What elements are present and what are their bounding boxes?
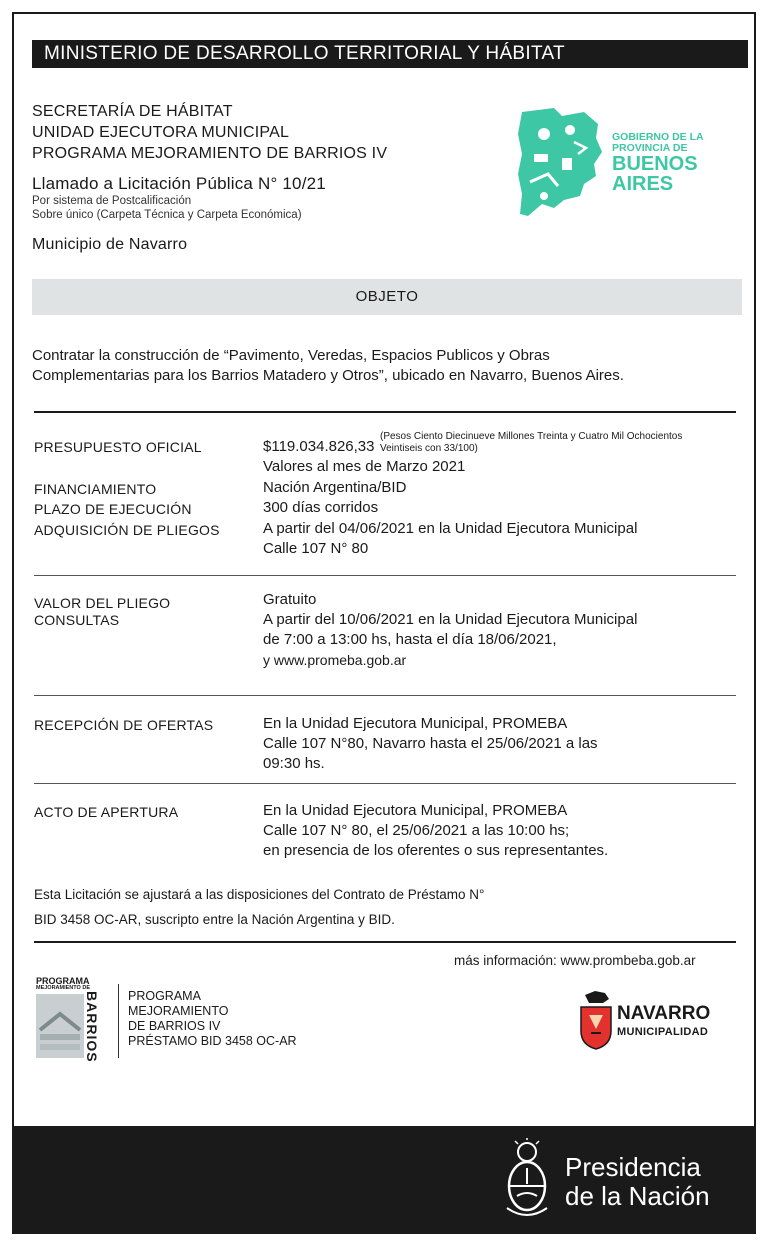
gba-line2: PROVINCIA DE	[612, 142, 688, 154]
valor-value: Gratuito	[263, 591, 317, 608]
divider-bottom	[34, 941, 736, 943]
prog-line1: PROGRAMA	[128, 989, 201, 1003]
presupuesto-words-2: Veintiseis con 33/100)	[380, 443, 478, 454]
promeba-logo-top: PROGRAMA	[36, 976, 90, 986]
apertura-label: ACTO DE APERTURA	[34, 804, 179, 820]
financiamiento-label: FINANCIAMIENTO	[34, 481, 157, 497]
objeto-text-line2: Complementarias para los Barrios Matadero y Otros”, ubicado en Navarro, Buenos Aires.	[32, 367, 624, 384]
valores-text: Valores al mes de Marzo 2021	[263, 458, 466, 475]
buenos-aires-map-icon	[514, 104, 604, 224]
adquisicion-value-2: Calle 107 N° 80	[263, 540, 369, 557]
valor-label: VALOR DEL PLIEGO	[34, 595, 171, 611]
more-info-text: más información: www.prombeba.gob.ar	[454, 953, 696, 968]
consultas-value-1: A partir del 10/06/2021 en la Unidad Ejecutora Municipal	[263, 611, 638, 628]
secretaria-line: SECRETARÍA DE HÁBITAT	[32, 103, 233, 120]
prog-line2: MEJORAMIENTO	[128, 1004, 229, 1018]
presidencia-bar	[14, 1126, 754, 1234]
objeto-text-line1: Contratar la construcción de “Pavimento, Veredas, Espacios Publicos y Obras	[32, 347, 550, 364]
presupuesto-label: PRESUPUESTO OFICIAL	[34, 439, 202, 455]
programa-line: PROGRAMA MEJORAMIENTO DE BARRIOS IV	[32, 145, 388, 162]
gba-line1: GOBIERNO DE LA	[612, 131, 704, 143]
navarro-shield-icon	[579, 989, 613, 1051]
prog-line3: DE BARRIOS IV	[128, 1019, 221, 1033]
ministry-banner: MINISTERIO DE DESARROLLO TERRITORIAL Y HÁBITAT	[32, 40, 748, 68]
objeto-text	[32, 346, 732, 386]
adquisicion-label: ADQUISICIÓN DE PLIEGOS	[34, 522, 220, 538]
apertura-value-3: en presencia de los oferentes o sus representantes.	[263, 842, 609, 859]
adquisicion-value-1: A partir del 04/06/2021 en la Unidad Ejecutora Municipal	[263, 520, 638, 537]
recepcion-value-1: En la Unidad Ejecutora Municipal, PROMEBA	[263, 715, 568, 732]
objeto-heading: OBJETO	[32, 279, 742, 315]
llamado-line: Llamado a Licitación Pública N° 10/21	[32, 174, 326, 193]
consultas-value-3: y www.promeba.gob.ar	[263, 652, 407, 668]
recepcion-value-3: 09:30 hs.	[263, 755, 325, 772]
divider-3	[34, 783, 736, 784]
presidencia-line2: de la Nación	[565, 1181, 710, 1211]
financiamiento-value: Nación Argentina/BID	[263, 479, 407, 496]
gba-line3: BUENOS	[612, 153, 698, 175]
divider-2	[34, 695, 736, 696]
sobre-line: Sobre único (Carpeta Técnica y Carpeta Económica)	[32, 209, 302, 221]
divider-1	[34, 575, 736, 576]
note-line1: Esta Licitación se ajustará a las disposiciones del Contrato de Préstamo N°	[34, 887, 485, 902]
apertura-value-1: En la Unidad Ejecutora Municipal, PROMEBA	[263, 802, 568, 819]
apertura-value-2: Calle 107 N° 80, el 25/06/2021 a las 10:00 hs;	[263, 822, 570, 839]
presupuesto-value: $119.034.826,33	[263, 438, 375, 455]
promeba-logo-side-wrap	[82, 991, 100, 1063]
divider-top	[34, 411, 736, 413]
unidad-line: UNIDAD EJECUTORA MUNICIPAL	[32, 124, 290, 141]
plazo-label: PLAZO DE EJECUCIÓN	[34, 501, 192, 517]
presidencia-line1: Presidencia	[565, 1152, 701, 1182]
page-frame	[12, 12, 756, 1234]
presupuesto-words-1: (Pesos Ciento Diecinueve Millones Treinta y Cuatro Mil Ochocientos	[380, 431, 683, 442]
promeba-logo-side: BARRIOS	[84, 991, 100, 1063]
recepcion-value-2: Calle 107 N°80, Navarro hasta el 25/06/2021 a las	[263, 735, 598, 752]
promeba-house-icon	[36, 994, 84, 1058]
sistema-line: Por sistema de Postcalificación	[32, 195, 192, 207]
promeba-divider	[118, 984, 119, 1058]
coat-of-arms-icon	[501, 1138, 553, 1220]
consultas-value-2: de 7:00 a 13:00 hs, hasta el día 18/06/2021,	[263, 631, 557, 648]
promeba-logo-sub: MEJORAMIENTO DE	[36, 985, 90, 991]
note-line2: BID 3458 OC-AR, suscripto entre la Nación Argentina y BID.	[34, 912, 395, 927]
navarro-sub: MUNICIPALIDAD	[617, 1026, 709, 1038]
municipio-line: Municipio de Navarro	[32, 236, 188, 253]
plazo-value: 300 días corridos	[263, 499, 379, 516]
prog-line4: PRÉSTAMO BID 3458 OC-AR	[128, 1034, 297, 1048]
gba-line4: AIRES	[612, 173, 674, 195]
consultas-label: CONSULTAS	[34, 612, 120, 628]
navarro-name: NAVARRO	[617, 1003, 711, 1024]
recepcion-label: RECEPCIÓN DE OFERTAS	[34, 717, 214, 733]
